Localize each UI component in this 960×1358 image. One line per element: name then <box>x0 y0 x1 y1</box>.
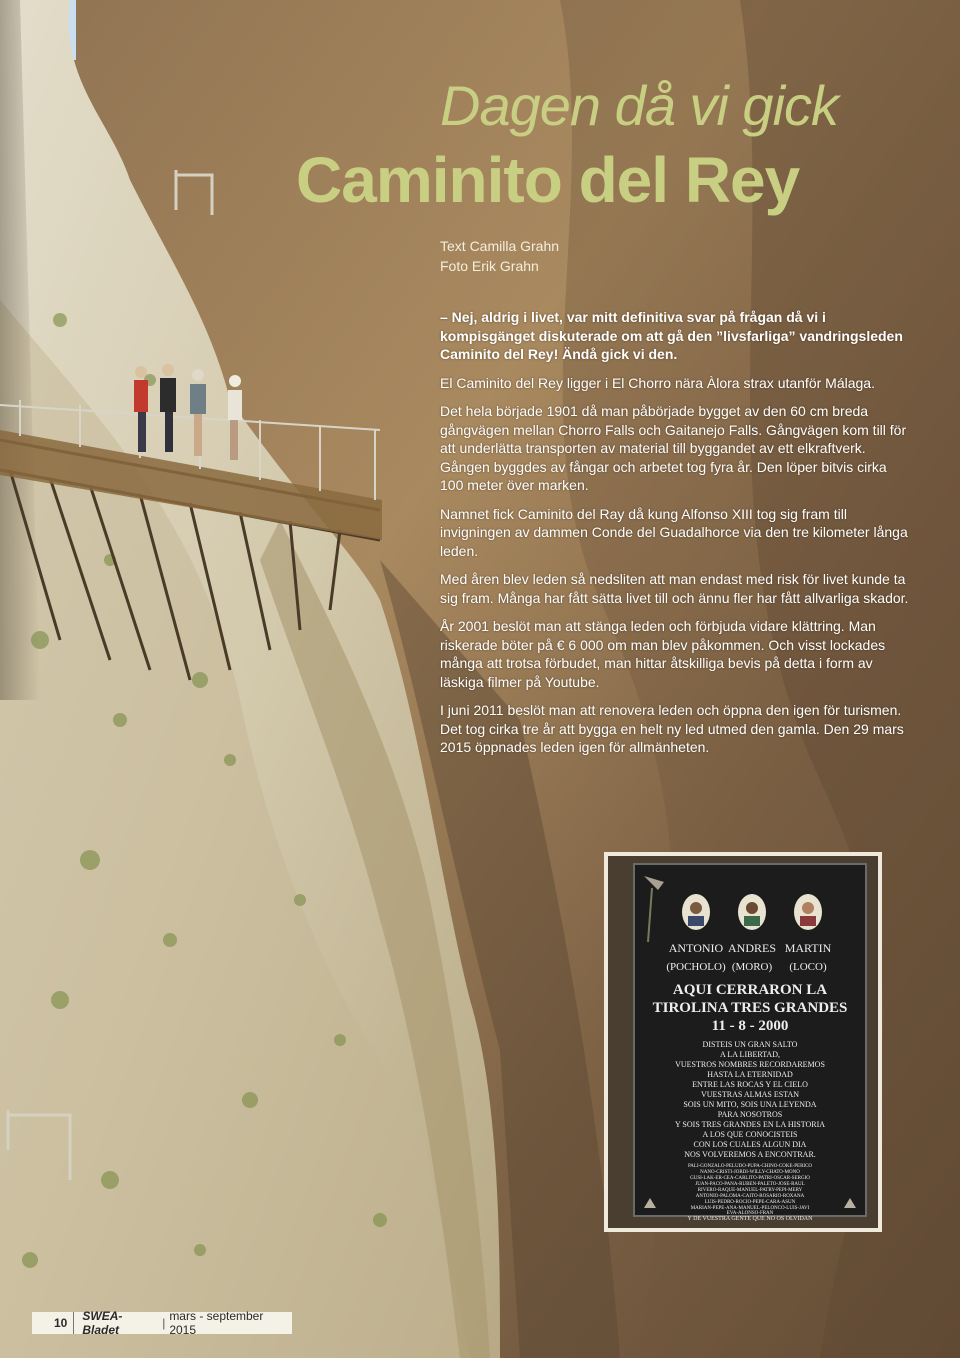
plaque-name: MARTIN <box>784 941 832 955</box>
article-intro: – Nej, aldrig i livet, var mitt definitiva svar på frågan då vi i kompisgänget diskuterade om att gå den ”livsfarliga” vandringsleden Caminito del Rey! Ändå gick vi den. <box>440 309 903 362</box>
article-body <box>440 308 910 767</box>
plaque-verse-line: A LA LIBERTAD, <box>720 1050 780 1059</box>
plaque-verse-line: CON LOS CUALES ALGUN DIA <box>693 1140 807 1149</box>
title-line-1: Dagen då vi gick <box>440 74 839 137</box>
plaque-verse-line: PARA NOSOTROS <box>717 1110 783 1119</box>
page-number: 10 <box>32 1312 74 1334</box>
plaque-nickname: (LOCO) <box>789 961 827 973</box>
portrait-photos <box>682 894 822 930</box>
plaque-verse-line: ENTRE LAS ROCAS Y EL CIELO <box>692 1080 808 1089</box>
article-paragraph: El Caminito del Rey ligger i El Chorro nära Àlora strax utanför Málaga. <box>440 374 875 391</box>
plaque-small-line: RIVERO-RAQUE-MANUEL-PATRY-PEPI-MERY <box>697 1188 803 1193</box>
byline <box>440 236 559 276</box>
issue-label: mars - september 2015 <box>169 1309 264 1337</box>
plaque-small-line: PALI-GONZALO-PELUDO-PUPA-CHINO-COKE-PERICO <box>687 1164 813 1169</box>
plaque-verse-line: DISTEIS UN GRAN SALTO <box>702 1040 798 1049</box>
article-paragraph: Med åren blev leden så nedsliten att man endast med risk för livet kunde ta sig fram. Många har fått sätta livet till och ännu fler har fått allvarliga skador. <box>440 571 909 606</box>
memorial-plaque-photo <box>604 852 882 1232</box>
plaque-verse-line: A LOS QUE CONOCISTEIS <box>702 1130 798 1139</box>
byline-text: Text Camilla Grahn <box>440 238 560 254</box>
page-footer <box>32 1309 292 1337</box>
article-paragraph: Namnet fick Caminito del Ray då kung Alfonso XIII tog sig fram till invigningen av dammen Conde del Guadalhorce via den tre kilometer långa leden. <box>440 505 908 559</box>
plaque-small-line: GUSI-LAK-ER-CEA-CARLITO-PATRI-OSCAR-SERGIO <box>690 1176 810 1181</box>
footer-separator: | <box>162 1316 166 1330</box>
plaque-verse-line: SOIS UN MITO, SOIS UNA LEYENDA <box>683 1100 817 1109</box>
plaque-verse-line: Y SOIS TRES GRANDES EN LA HISTORIA <box>674 1120 826 1129</box>
plaque-small-line: JUAN-PACO-PANA-RUBEN-PALETO-JOSE-RAUL <box>695 1182 805 1187</box>
plaque-small-line: ANTONIO-PALOMA-CAITO-ROSARIO-ROXANA <box>695 1194 805 1199</box>
plaque-nickname: (MORO) <box>731 961 773 973</box>
magazine-name: SWEA-Bladet <box>82 1309 123 1337</box>
plaque-small-line: NANO-CRISTI-JORDI-WILLY-CHATO-MONO <box>700 1170 800 1175</box>
plaque-verse-line: NOS VOLVEREMOS A ENCONTRAR. <box>684 1150 816 1159</box>
plaque-small-line: EVA-ALONSO-FRAN <box>726 1211 774 1216</box>
plaque-name: ANTONIO <box>668 941 724 955</box>
byline-photo: Foto Erik Grahn <box>440 258 539 274</box>
title-line-2: Caminito del Rey <box>296 144 800 216</box>
plaque-date: 11 - 8 - 2000 <box>711 1018 789 1034</box>
plaque-small-line: LUIS-PEDRO-ROCIO-PEPE-CARA-ASUN <box>704 1200 796 1205</box>
plaque-verse-line: VUESTROS NOMBRES RECORDAREMOS <box>675 1060 825 1069</box>
plaque-verse-line: VUESTRAS ALMAS ESTAN <box>700 1090 800 1099</box>
article-paragraph: I juni 2011 beslöt man att renovera leden och öppna den igen för turismen. Det tog cirka tre år att bygga en helt ny led utmed den gamla. Den 29 mars 2015 öppnades leden igen för allmänheten. <box>440 702 904 755</box>
plaque-name: ANDRES <box>727 941 777 955</box>
article-paragraph: Det hela började 1901 då man påbörjade bygget av den 60 cm breda gångvägen mellan Chorro Falls och Gaitanejo Falls. Gångvägen kom till för att underlätta transporten av material till byggandet av ett elkraftverk. Gången byggdes av fångar och arbetet tog fyra år. Den löper bitvis cirka 100 meter över marken. <box>440 403 907 493</box>
article-paragraph: År 2001 beslöt man att stänga leden och förbjuda vidare klättring. Man riskerade böter på € 6 000 om man blev påkommen. Och visst lockades många att trotsa förbudet, man hittar åtskilliga bevis på detta i form av läskiga filmer på Youtube. <box>440 618 886 690</box>
plaque-heading: TIROLINA TRES GRANDES <box>652 1000 848 1016</box>
plaque-small-line: MARIAN-PEPE-ANA-MANUEL-PELONCO-LUIS-JAVI <box>690 1206 810 1211</box>
plaque-closing: Y DE VUESTRA GENTE QUE NO OS OLVIDAN <box>687 1216 813 1222</box>
plaque-nickname: (POCHOLO) <box>666 961 726 973</box>
plaque-verse-line: HASTA LA ETERNIDAD <box>707 1070 793 1079</box>
plaque-heading: AQUI CERRARON LA <box>672 982 828 998</box>
